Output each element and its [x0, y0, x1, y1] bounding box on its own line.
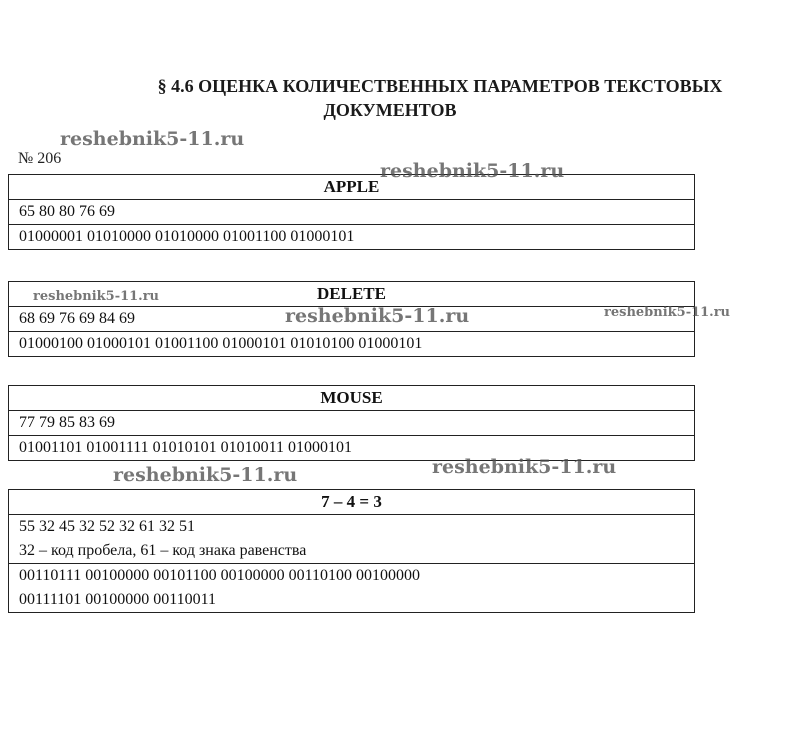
watermark: reshebnik5-11.ru: [604, 305, 731, 320]
table-mouse: [8, 385, 695, 461]
table-header: 7 – 4 = 3: [321, 492, 382, 511]
table-expression: [8, 489, 695, 613]
binary-codes-row: 01001101 01001111 01010101 01010011 01000101: [9, 435, 694, 460]
section-title-continued: ДОКУМЕНТОВ: [323, 100, 457, 120]
ascii-codes-row: 68 69 76 69 84 69: [9, 306, 694, 331]
watermark: reshebnik5-11.ru: [113, 464, 298, 486]
table-header: DELETE: [317, 284, 386, 303]
ascii-codes-row: 77 79 85 83 69: [9, 410, 694, 435]
binary-codes-row: 01000100 01000101 01001100 01000101 01010100 01000101: [9, 331, 694, 356]
binary-codes-row: [9, 563, 694, 612]
problem-number: № 206: [18, 150, 62, 167]
watermark: reshebnik5-11.ru: [60, 128, 245, 150]
binary-line-2: 00111101 00100000 00110011: [19, 591, 217, 608]
ascii-codes-row: 65 80 80 76 69: [9, 199, 694, 224]
codes-note: 32 – код пробела, 61 – код знака равенства: [19, 542, 307, 559]
watermark: reshebnik5-11.ru: [285, 305, 470, 327]
ascii-codes-row: [9, 514, 694, 563]
watermark: reshebnik5-11.ru: [432, 456, 617, 478]
binary-line-1: 00110111 00100000 00101100 00100000 00110100 00100000: [19, 567, 421, 584]
watermark: reshebnik5-11.ru: [380, 160, 565, 182]
ascii-codes-line: 55 32 45 32 52 32 61 32 51: [19, 518, 195, 535]
binary-codes-row: 01000001 01010000 01010000 01001100 01000101: [9, 224, 694, 249]
watermark: reshebnik5-11.ru: [33, 289, 160, 304]
table-header: APPLE: [323, 177, 380, 196]
table-header: MOUSE: [320, 388, 383, 407]
section-title: § 4.6 ОЦЕНКА КОЛИЧЕСТВЕННЫХ ПАРАМЕТРОВ ТЕКСТОВЫХ: [157, 76, 723, 96]
table-apple: [8, 174, 695, 250]
